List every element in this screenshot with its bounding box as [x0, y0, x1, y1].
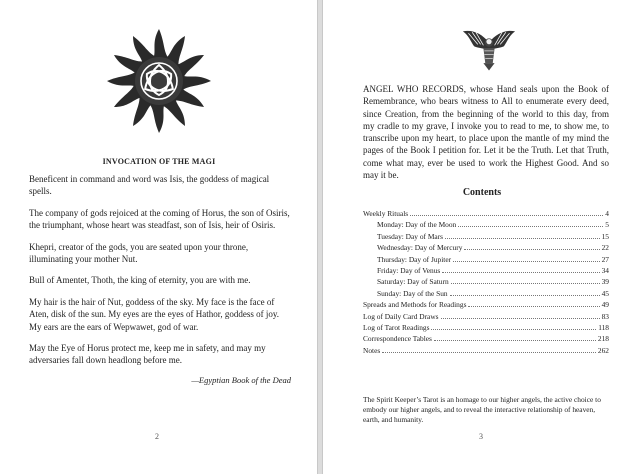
angel-invocation: ANGEL WHO RECORDS, whose Hand seals upon the Book of Remembrance, who bears witness to All to enumerate every deed, since Creation, from the beginning of the world to this day, from my cradle to my grave, I invoke you to read to me, to show me, to transcribe upon my heart, to place upon the mantle of my mind the pages of the Book I petition for. Let it be the Truth. Let that Truth, come what may, ever be used to work the Highest Good. And so may it be.: [363, 84, 609, 181]
toc-leader: [451, 283, 600, 284]
invocation-heading: INVOCATION OF THE MAGI: [102, 157, 216, 166]
toc-leader: [410, 215, 603, 216]
toc-leader: [382, 352, 596, 353]
toc-leader: [442, 272, 599, 273]
paragraph: Bull of Amentet, Thoth, the king of eternity, you are with me.: [29, 275, 251, 286]
paragraph: Khepri, creator of the gods, you are seated upon your throne, illuminating your mother Nut.: [29, 241, 249, 265]
toc-leader: [445, 238, 600, 239]
toc-entry[interactable]: [363, 255, 609, 266]
toc-page: 15: [601, 231, 609, 241]
toc-entry[interactable]: [363, 266, 609, 277]
toc-page: 83: [601, 311, 609, 321]
toc-page: 262: [597, 345, 609, 355]
toc-entry[interactable]: [363, 312, 609, 323]
toc-page: 5: [605, 220, 609, 230]
paragraph: May the Eye of Horus protect me, keep me in safety, and may my adversaries fall down headlong before me.: [29, 343, 266, 366]
paragraph: My hair is the hair of Nut, goddess of the sky. My face is the face of Aten, disk of the sun. My eyes are the eyes of Hathor, goddess of joy. My ears are the ears of Wepwawet, god of war.: [29, 296, 280, 332]
toc-entry[interactable]: [363, 243, 609, 254]
toc-label: Log of Tarot Readings: [363, 322, 430, 332]
toc-page: 27: [601, 254, 609, 264]
invocation-body: [29, 173, 291, 386]
toc-leader: [431, 329, 596, 330]
toc-entry[interactable]: [363, 220, 609, 231]
toc-leader: [468, 306, 599, 307]
eagle-icon: [461, 22, 517, 78]
attribution: —Egyptian Book of the Dead: [191, 374, 291, 385]
toc-entry[interactable]: [363, 334, 609, 345]
toc-label: Spreads and Methods for Readings: [363, 300, 467, 310]
toc-label: Thursday: Day of Jupiter: [377, 254, 452, 264]
toc-label: Correspondence Tables: [363, 334, 432, 344]
toc-label: Saturday: Day of Saturn: [377, 277, 449, 287]
toc-label: Notes: [363, 345, 381, 355]
sun-knot-icon: [104, 26, 214, 136]
toc-entry[interactable]: [363, 209, 609, 220]
right-page: [322, 0, 640, 474]
toc-entry[interactable]: [363, 346, 609, 357]
toc-leader: [434, 340, 596, 341]
toc-leader: [453, 261, 600, 262]
table-of-contents: [363, 209, 609, 357]
toc-page: 39: [601, 277, 609, 287]
toc-label: Sunday: Day of the Sun: [377, 288, 448, 298]
toc-page: 49: [601, 300, 609, 310]
page-number-right: 3: [479, 432, 483, 441]
toc-entry[interactable]: [363, 300, 609, 311]
toc-label: Wednesday: Day of Mercury: [377, 243, 463, 253]
closing-paragraph: The Spirit Keeper’s Tarot is an homage to our higher angels, the active choice to embody our higher angels, and to reveal the interactive relationship of heaven, earth, and humanity.: [363, 395, 601, 424]
toc-entry[interactable]: [363, 232, 609, 243]
toc-label: Monday: Day of the Moon: [377, 220, 457, 230]
toc-entry[interactable]: [363, 323, 609, 334]
toc-leader: [441, 318, 600, 319]
toc-label: Friday: Day of Venus: [377, 265, 441, 275]
toc-page: 34: [601, 265, 609, 275]
contents-title: Contents: [462, 187, 502, 198]
toc-entry[interactable]: [363, 289, 609, 300]
paragraph: Beneficent in command and word was Isis, the goddess of magical spells.: [29, 174, 270, 197]
left-page: [0, 0, 318, 474]
toc-leader: [464, 249, 599, 250]
page-number-left: 2: [155, 432, 159, 441]
toc-page: 22: [601, 243, 609, 253]
toc-page: 118: [598, 322, 609, 332]
paragraph: The company of gods rejoiced at the coming of Horus, the son of Osiris, the triumphant, whose heart was steadfast, son of Isis, heir of Osiris.: [29, 207, 290, 231]
toc-page: 4: [605, 209, 609, 218]
toc-page: 45: [601, 288, 609, 298]
toc-label: Log of Daily Card Draws: [363, 311, 439, 321]
toc-leader: [450, 295, 600, 296]
toc-page: 218: [597, 334, 609, 344]
toc-leader: [458, 226, 603, 227]
toc-label: Tuesday: Day of Mars: [377, 231, 444, 241]
toc-label: Weekly Rituals: [363, 209, 409, 218]
toc-entry[interactable]: [363, 277, 609, 288]
